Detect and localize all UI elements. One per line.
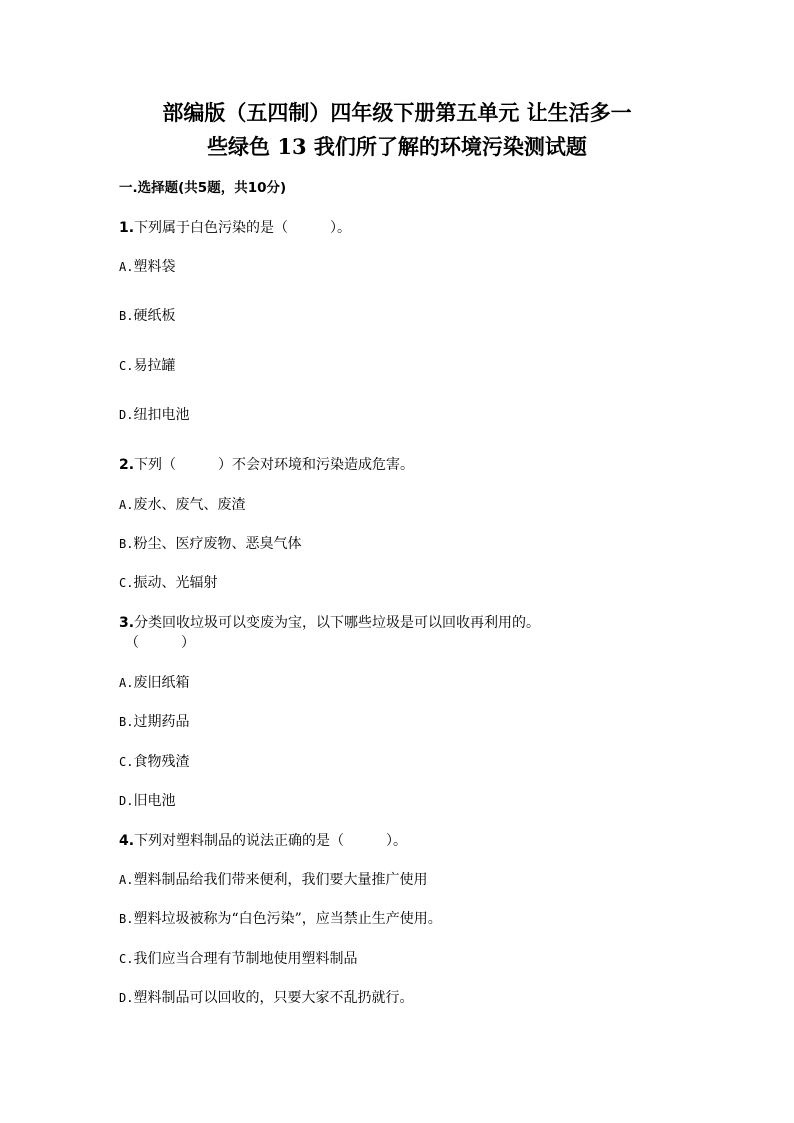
option-2a <box>119 495 245 515</box>
option-1c <box>119 356 175 376</box>
question-text: 下列（ ）不会对环境和污染造成危害。 <box>134 457 415 473</box>
question-1 <box>119 218 351 238</box>
option-4b <box>119 909 442 929</box>
title-line-1: 部编版（五四制）四年级下册第五单元 让生活多一 <box>162 100 632 125</box>
option-letter: A. <box>119 260 134 274</box>
question-text: 分类回收垃圾可以变废为宝，以下哪些垃圾是可以回收再利用的。 <box>134 615 541 631</box>
question-number: 1. <box>119 220 135 236</box>
option-text: 我们应当合理有节制地使用塑料制品 <box>133 951 358 967</box>
question-number: 3. <box>119 615 135 631</box>
option-text: 塑料制品给我们带来便利，我们要大量推广使用 <box>133 872 428 888</box>
title-line-2: 些绿色 13 我们所了解的环境污染测试题 <box>207 134 587 159</box>
question-3-answer-blank: （ ） <box>125 635 195 651</box>
option-letter: B. <box>119 537 134 551</box>
question-text: 下列对塑料制品的说法正确的是（ ）。 <box>134 833 408 849</box>
option-text: 塑料垃圾被称为“白色污染”，应当禁止生产使用。 <box>133 911 442 927</box>
option-letter: B. <box>119 309 134 323</box>
option-letter: B. <box>119 912 134 926</box>
option-1a <box>119 257 175 277</box>
option-2b <box>119 534 301 554</box>
option-text: 过期药品 <box>133 714 190 730</box>
page-title <box>110 96 684 164</box>
question-number: 4. <box>119 833 135 849</box>
option-letter: D. <box>119 991 134 1005</box>
option-text: 纽扣电池 <box>133 407 190 423</box>
option-letter: A. <box>119 676 134 690</box>
question-number: 2. <box>119 457 135 473</box>
question-text: 下列属于白色污染的是（ ）。 <box>134 220 352 236</box>
option-4d <box>119 988 413 1008</box>
option-text: 食物残渣 <box>133 754 190 770</box>
option-letter: C. <box>119 576 134 590</box>
option-letter: C. <box>119 952 134 966</box>
option-text: 废水、废气、废渣 <box>133 497 246 513</box>
option-text: 振动、光辐射 <box>133 575 218 591</box>
option-text: 易拉罐 <box>133 358 176 374</box>
option-letter: B. <box>119 715 134 729</box>
option-letter: A. <box>119 873 134 887</box>
option-letter: C. <box>119 359 134 373</box>
option-3d <box>119 791 175 811</box>
option-1d <box>119 405 189 425</box>
option-letter: D. <box>119 794 134 808</box>
option-text: 废旧纸箱 <box>133 675 190 691</box>
section-heading: 一.选择题(共5题，共10分) <box>119 180 287 196</box>
option-2c <box>119 573 217 593</box>
option-letter: D. <box>119 408 134 422</box>
option-4c <box>119 949 357 969</box>
question-3 <box>119 613 540 633</box>
option-text: 塑料袋 <box>133 259 176 275</box>
option-letter: A. <box>119 498 134 512</box>
option-text: 旧电池 <box>133 793 176 809</box>
option-text: 硬纸板 <box>133 308 176 324</box>
option-text: 塑料制品可以回收的，只要大家不乱扔就行。 <box>133 990 414 1006</box>
option-3b <box>119 712 189 732</box>
question-4 <box>119 831 407 851</box>
option-3c <box>119 752 189 772</box>
option-text: 粉尘、医疗废物、恶臭气体 <box>133 536 302 552</box>
option-3a <box>119 673 189 693</box>
option-letter: C. <box>119 755 134 769</box>
option-1b <box>119 306 175 326</box>
question-2 <box>119 455 414 475</box>
option-4a <box>119 870 427 890</box>
